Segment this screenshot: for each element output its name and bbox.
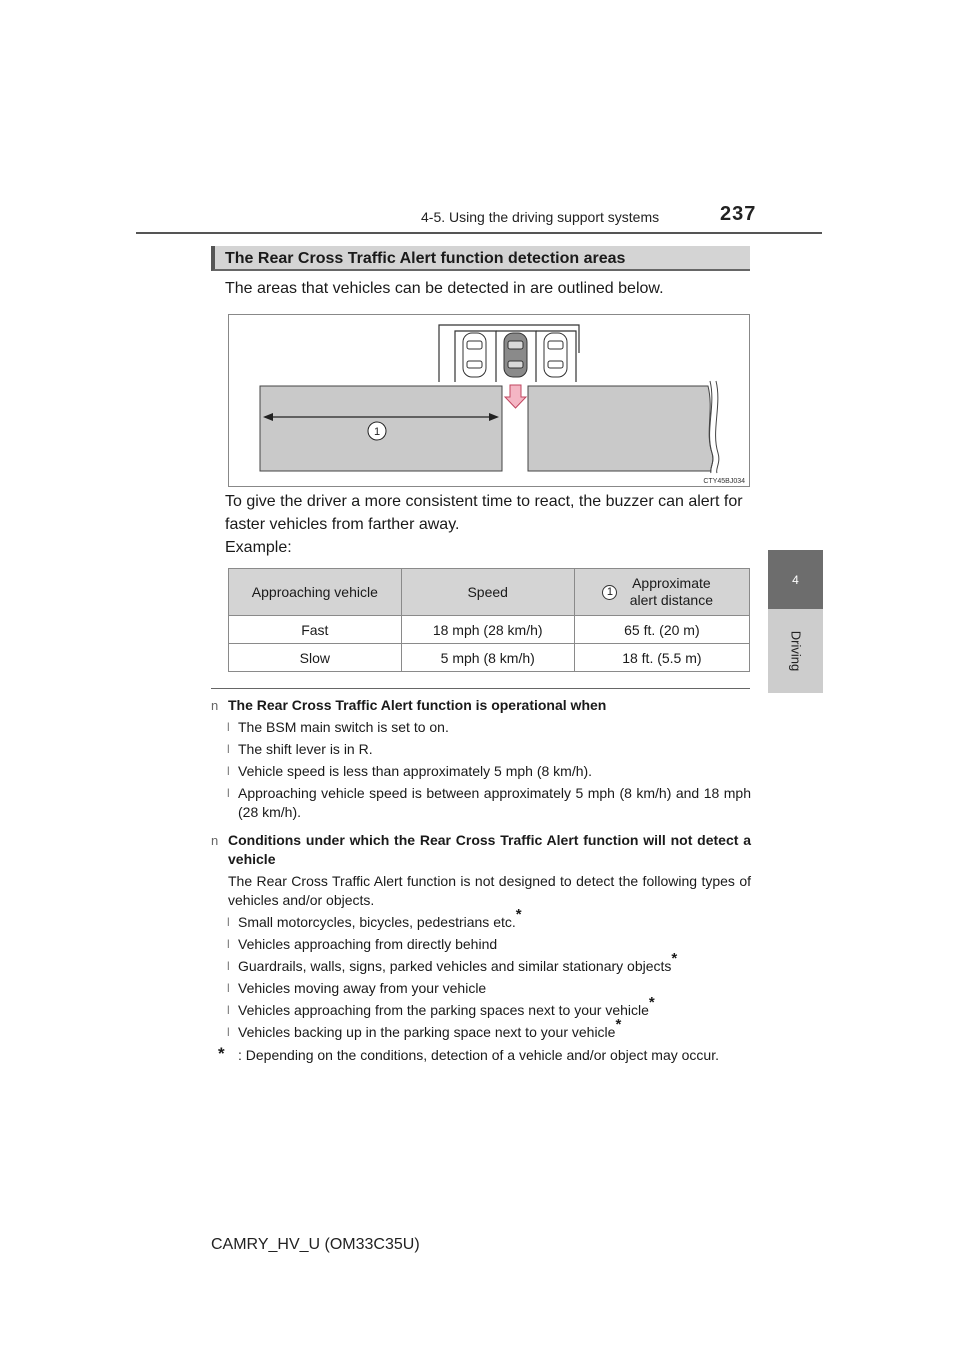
list-item	[211, 906, 751, 932]
chapter-tab-label-text: Driving	[788, 630, 803, 672]
list-item-text: Approaching vehicle speed is between approximately 5 mph (8 km/h) and 18 mph (28 km/h).	[238, 785, 751, 820]
header-callout: 1	[602, 585, 617, 600]
list-item-text: The shift lever is in R.	[238, 741, 373, 757]
figure-code: CTY45BJ034	[703, 478, 745, 485]
note-heading-text: The Rear Cross Traffic Alert function is operational when	[228, 697, 607, 713]
header-alert-distance	[574, 569, 749, 616]
footnote-ref: *	[648, 994, 655, 1012]
header-speed: Speed	[401, 569, 574, 616]
note-paragraph: The Rear Cross Traffic Alert function is not designed to detect the following types of vehicles and/or objects.	[228, 873, 751, 908]
section-heading	[211, 246, 750, 271]
running-header-section: 4-5. Using the driving support systems	[421, 209, 660, 225]
section-divider	[211, 688, 750, 689]
table-row	[229, 616, 750, 644]
footnote-marker: *	[218, 1044, 225, 1063]
note-marker: n	[211, 833, 219, 848]
footnote-ref: *	[615, 1016, 622, 1034]
list-item	[211, 740, 751, 759]
callout-number: 1	[373, 426, 381, 438]
table-cell: Fast	[229, 616, 402, 644]
bullet-marker: l	[227, 915, 230, 929]
list-item-text: Vehicle speed is less than approximately 5 mph (8 km/h).	[238, 763, 593, 779]
list-item	[211, 979, 751, 998]
header-approaching-vehicle: Approaching vehicle	[229, 569, 402, 616]
right-detection-zone	[528, 386, 713, 471]
header-rule	[136, 232, 822, 234]
backing-direction-arrow	[505, 385, 526, 408]
footnote-ref: *	[671, 950, 678, 968]
document-footer: CAMRY_HV_U (OM33C35U)	[211, 1236, 420, 1253]
notes-section	[211, 696, 751, 1065]
buzzer-paragraph: To give the driver a more consistent time to react, the buzzer can alert for faster vehicles from farther away.	[225, 493, 743, 533]
list-item	[211, 718, 751, 737]
list-item	[211, 950, 751, 976]
list-item-text: Vehicles moving away from your vehicle	[238, 980, 487, 996]
chapter-tab-label	[768, 609, 823, 693]
alert-distance-table	[228, 568, 750, 672]
bullet-marker: l	[227, 959, 230, 973]
bullet-marker: l	[227, 720, 230, 734]
header-alert-distance-text: Approximate alert distance	[629, 575, 714, 608]
chapter-tab-number: 4	[768, 550, 823, 609]
note-heading-operational	[211, 696, 751, 715]
bullet-marker: l	[227, 786, 230, 800]
bullet-marker: l	[227, 764, 230, 778]
table-cell: 65 ft. (20 m)	[574, 616, 749, 644]
bullet-marker: l	[227, 1025, 230, 1039]
list-item-text: Small motorcycles, bicycles, pedestrians etc.	[238, 914, 516, 930]
list-item-text: Vehicles backing up in the parking space next to your vehicle	[238, 1024, 616, 1040]
list-item-text: The BSM main switch is set to on.	[238, 719, 449, 735]
table-cell: 5 mph (8 km/h)	[401, 644, 574, 672]
table-cell: 18 mph (28 km/h)	[401, 616, 574, 644]
note-heading-text: Conditions under which the Rear Cross Traffic Alert function will not detect a vehicle	[228, 832, 751, 867]
list-item	[211, 784, 751, 822]
list-item	[211, 762, 751, 781]
list-item	[211, 935, 751, 954]
footnote	[211, 1046, 751, 1065]
example-label: Example:	[225, 539, 292, 556]
page-number: 237	[720, 203, 757, 225]
footnote-text: : Depending on the conditions, detection of a vehicle and/or object may occur.	[238, 1047, 719, 1063]
own-vehicle	[504, 333, 527, 377]
bullet-marker: l	[227, 981, 230, 995]
detection-area-figure	[228, 314, 750, 487]
note-heading-not-detect	[211, 831, 751, 869]
wavy-break-line	[716, 381, 719, 473]
table-cell: Slow	[229, 644, 402, 672]
bullet-marker: l	[227, 742, 230, 756]
detection-area-illustration	[229, 315, 751, 488]
note-marker: n	[211, 698, 219, 713]
list-item-text: Vehicles approaching from directly behind	[238, 936, 498, 952]
list-item-text: Guardrails, walls, signs, parked vehicles and similar stationary objects	[238, 958, 672, 974]
footnote-ref: *	[515, 906, 522, 924]
table-header-row	[229, 569, 750, 616]
bullet-marker: l	[227, 1003, 230, 1017]
list-item	[211, 1016, 751, 1042]
intro-paragraph: The areas that vehicles can be detected in are outlined below.	[225, 280, 664, 297]
table-row	[229, 644, 750, 672]
list-item-text: Vehicles approaching from the parking spaces next to your vehicle	[238, 1002, 649, 1018]
list-item	[211, 994, 751, 1020]
table-cell: 18 ft. (5.5 m)	[574, 644, 749, 672]
parked-car-left	[463, 333, 486, 377]
parked-car-right	[544, 333, 567, 377]
bullet-marker: l	[227, 937, 230, 951]
section-heading-text: The Rear Cross Traffic Alert function detection areas	[225, 250, 626, 267]
